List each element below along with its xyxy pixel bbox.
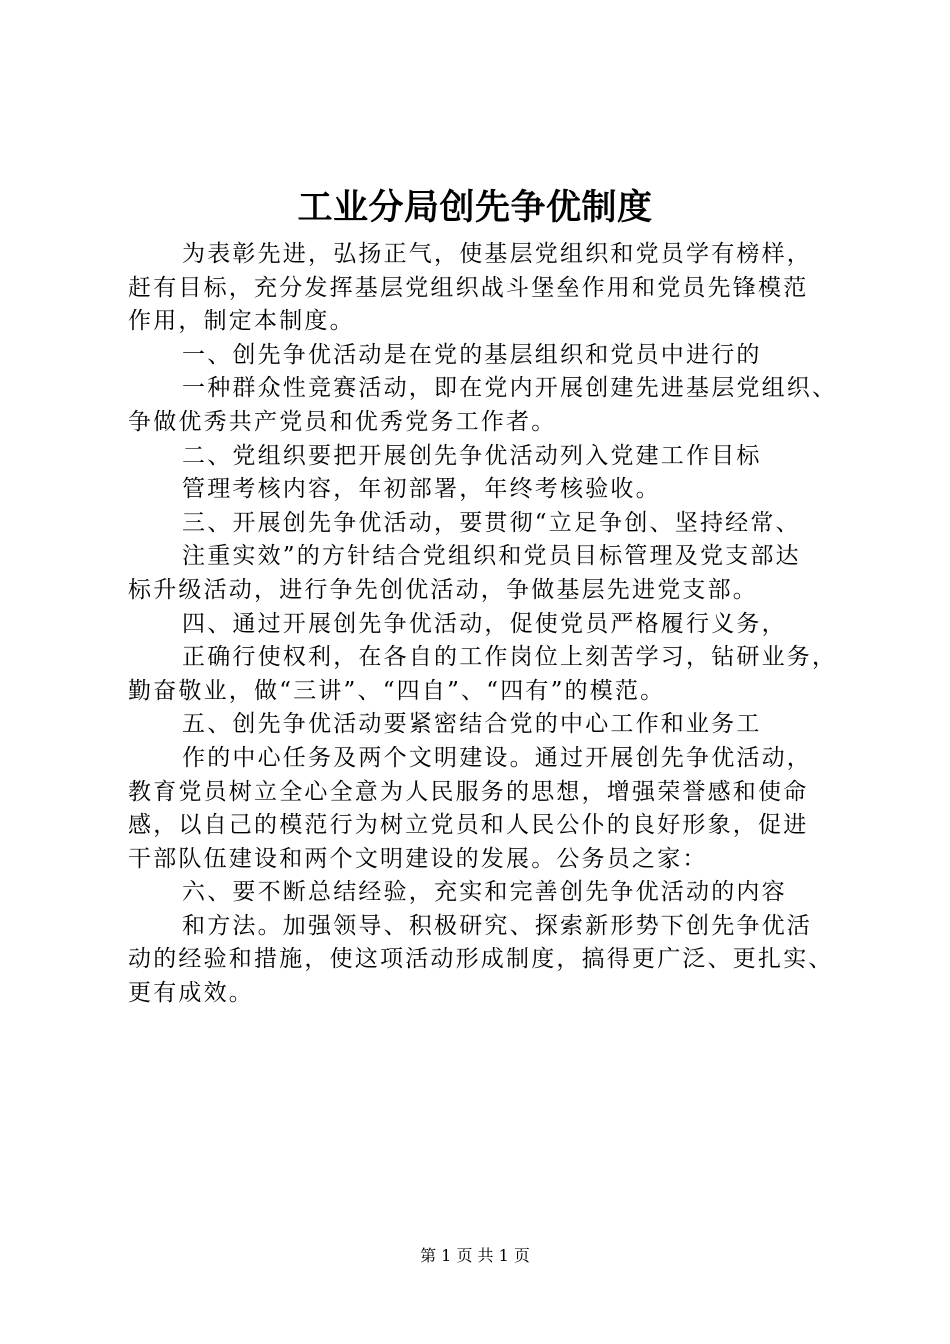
body-line: 管理考核内容，年初部署，年终考核验收。 xyxy=(182,476,661,503)
body-line: 为表彰先进，弘扬正气，使基层党组织和党员学有榜样， xyxy=(182,241,812,267)
body-line: 五、创先争优活动要紧密结合党的中心工作和业务工 xyxy=(182,711,762,738)
body-line: 注重实效”的方针结合党组织和党员目标管理及党支部达 xyxy=(182,543,801,570)
body-line: 争做优秀共产党员和优秀党务工作者。 xyxy=(128,408,557,435)
body-line: 四、通过开展创先争优活动，促使党员严格履行义务， xyxy=(182,610,787,637)
body-line: 和方法。加强领导、积极研究、探索新形势下创先争优活 xyxy=(182,912,812,939)
page-title: 工业分局创先争优制度 xyxy=(297,188,653,228)
body-line: 一种群众性竞赛活动，即在党内开展创建先进基层党组织、 xyxy=(182,375,838,402)
body-line: 动的经验和措施，使这项活动形成制度，搞得更广泛、更扎实、 xyxy=(128,946,834,973)
body-line: 二、党组织要把开展创先争优活动列入党建工作目标 xyxy=(182,442,762,469)
body-line: 作用，制定本制度。 xyxy=(128,308,355,335)
body-line: 三、开展创先争优活动，要贯彻“立足争创、坚持经常、 xyxy=(182,509,801,536)
body-line: 教育党员树立全心全意为人民服务的思想，增强荣誉感和使命 xyxy=(128,778,809,805)
body-line: 正确行使权利，在各自的工作岗位上刻苦学习，钻研业务， xyxy=(182,644,838,671)
document-body xyxy=(128,238,868,1011)
body-line: 赶有目标，充分发挥基层党组织战斗堡垒作用和党员先锋模范 xyxy=(128,274,809,301)
body-line: 作的中心任务及两个文明建设。通过开展创先争优活动， xyxy=(182,744,812,771)
body-line: 更有成效。 xyxy=(128,980,254,1007)
page-footer: 第 1 页 共 1 页 xyxy=(420,1246,530,1265)
body-line: 勤奋敬业，做“三讲”、“四自”、“四有”的模范。 xyxy=(128,677,666,704)
body-line: 一、创先争优活动是在党的基层组织和党员中进行的 xyxy=(182,341,762,368)
body-line: 六、要不断总结经验，充实和完善创先争优活动的内容 xyxy=(182,879,787,906)
body-line: 干部队伍建设和两个文明建设的发展。公务员之家： xyxy=(128,845,708,872)
body-line: 感，以自己的模范行为树立党员和人民公仆的良好形象，促进 xyxy=(128,812,809,839)
body-line: 标升级活动，进行争先创优活动，争做基层先进党支部。 xyxy=(128,576,758,603)
